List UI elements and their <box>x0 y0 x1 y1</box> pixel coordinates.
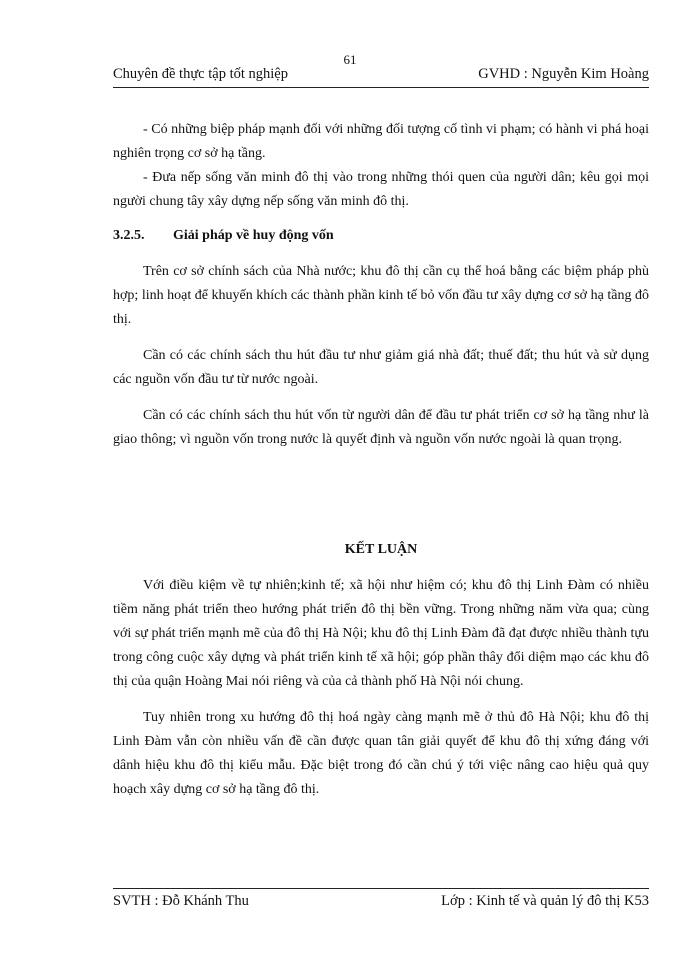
bullet-item: - Đưa nếp sống văn minh đô thị vào trong những thói quen của người dân; kêu gọi mọi người chung tây xây dựng nếp sống văn minh đô thị. <box>113 170 649 209</box>
section-number: 3.2.5. <box>113 228 145 243</box>
page-footer <box>113 893 649 913</box>
header-rule <box>113 87 649 88</box>
footer-class: Lớp : Kinh tế và quản lý đô thị K53 <box>441 893 649 909</box>
body-paragraph: Cần có các chính sách thu hút vốn từ người dân để đầu tư phát triển cơ sở hạ tầng như là giao thông; vì nguồn vốn trong nước là quyết định và nguồn vốn nước ngoài là quan trọng. <box>113 408 649 447</box>
document-body <box>113 118 649 802</box>
header-course-title: Chuyên đề thực tập tốt nghiệp <box>113 66 288 82</box>
bullet-item: - Có những biệp pháp mạnh đối với những đối tượng cố tình vi phạm; có hành vi phá hoại nghiên trọng cơ sở hạ tầng. <box>113 122 649 161</box>
section-heading <box>113 224 649 248</box>
conclusion-paragraph: Tuy nhiên trong xu hướng đô thị hoá ngày càng mạnh mẽ ở thủ đô Hà Nội; khu đô thị Linh Đàm vẫn còn nhiều vấn đề cần được quan tân giải quyết để khu đô thị xứng đáng với dânh hiệu khu đô thị kiểu mẫu. Đặc biệt trong đó cần chú ý tới việc nâng cao hiệu quả quy hoạch xây dựng cơ sở hạ tầng đô thị. <box>113 710 649 797</box>
page-number: 61 <box>343 52 357 67</box>
body-paragraph: Cần có các chính sách thu hút đầu tư như giảm giá nhà đất; thuế đất; thu hút và sử dụng các nguồn vốn đầu tư từ nước ngoài. <box>113 348 649 387</box>
footer-rule <box>113 888 649 889</box>
page-header <box>113 66 649 86</box>
header-supervisor: GVHD : Nguyễn Kim Hoàng <box>478 66 649 82</box>
conclusion-paragraph: Với điều kiệm về tự nhiên;kinh tế; xã hội như hiệm có; khu đô thị Linh Đàm có nhiều tiềm năng phát triển theo hướng phát triển đô thị bền vững. Trong những năm vừa qua; cùng với sự phát triển mạnh mẽ của đô thị Hà Nội; khu đô thị Linh Đàm đã đạt được nhiều thành tựu trong công cuộc xây dựng và phát triển kinh tế xã hội; góp phần thây đổi diệm mạo các khu đô thị của quận Hoàng Mai nói riêng và của cả thành phố Hà Nội nói chung. <box>113 578 649 689</box>
body-paragraph: Trên cơ sở chính sách của Nhà nước; khu đô thị cần cụ thể hoá bằng các biệm pháp phù hợp; linh hoạt để khuyến khích các thành phần kinh tế bỏ vốn đầu tư xây dựng cơ sở hạ tầng đô thị. <box>113 264 649 327</box>
footer-student: SVTH : Đỗ Khánh Thu <box>113 893 249 909</box>
conclusion-title: KẾT LUẬN <box>344 542 418 557</box>
section-title: Giải pháp về huy động vốn <box>173 228 334 243</box>
